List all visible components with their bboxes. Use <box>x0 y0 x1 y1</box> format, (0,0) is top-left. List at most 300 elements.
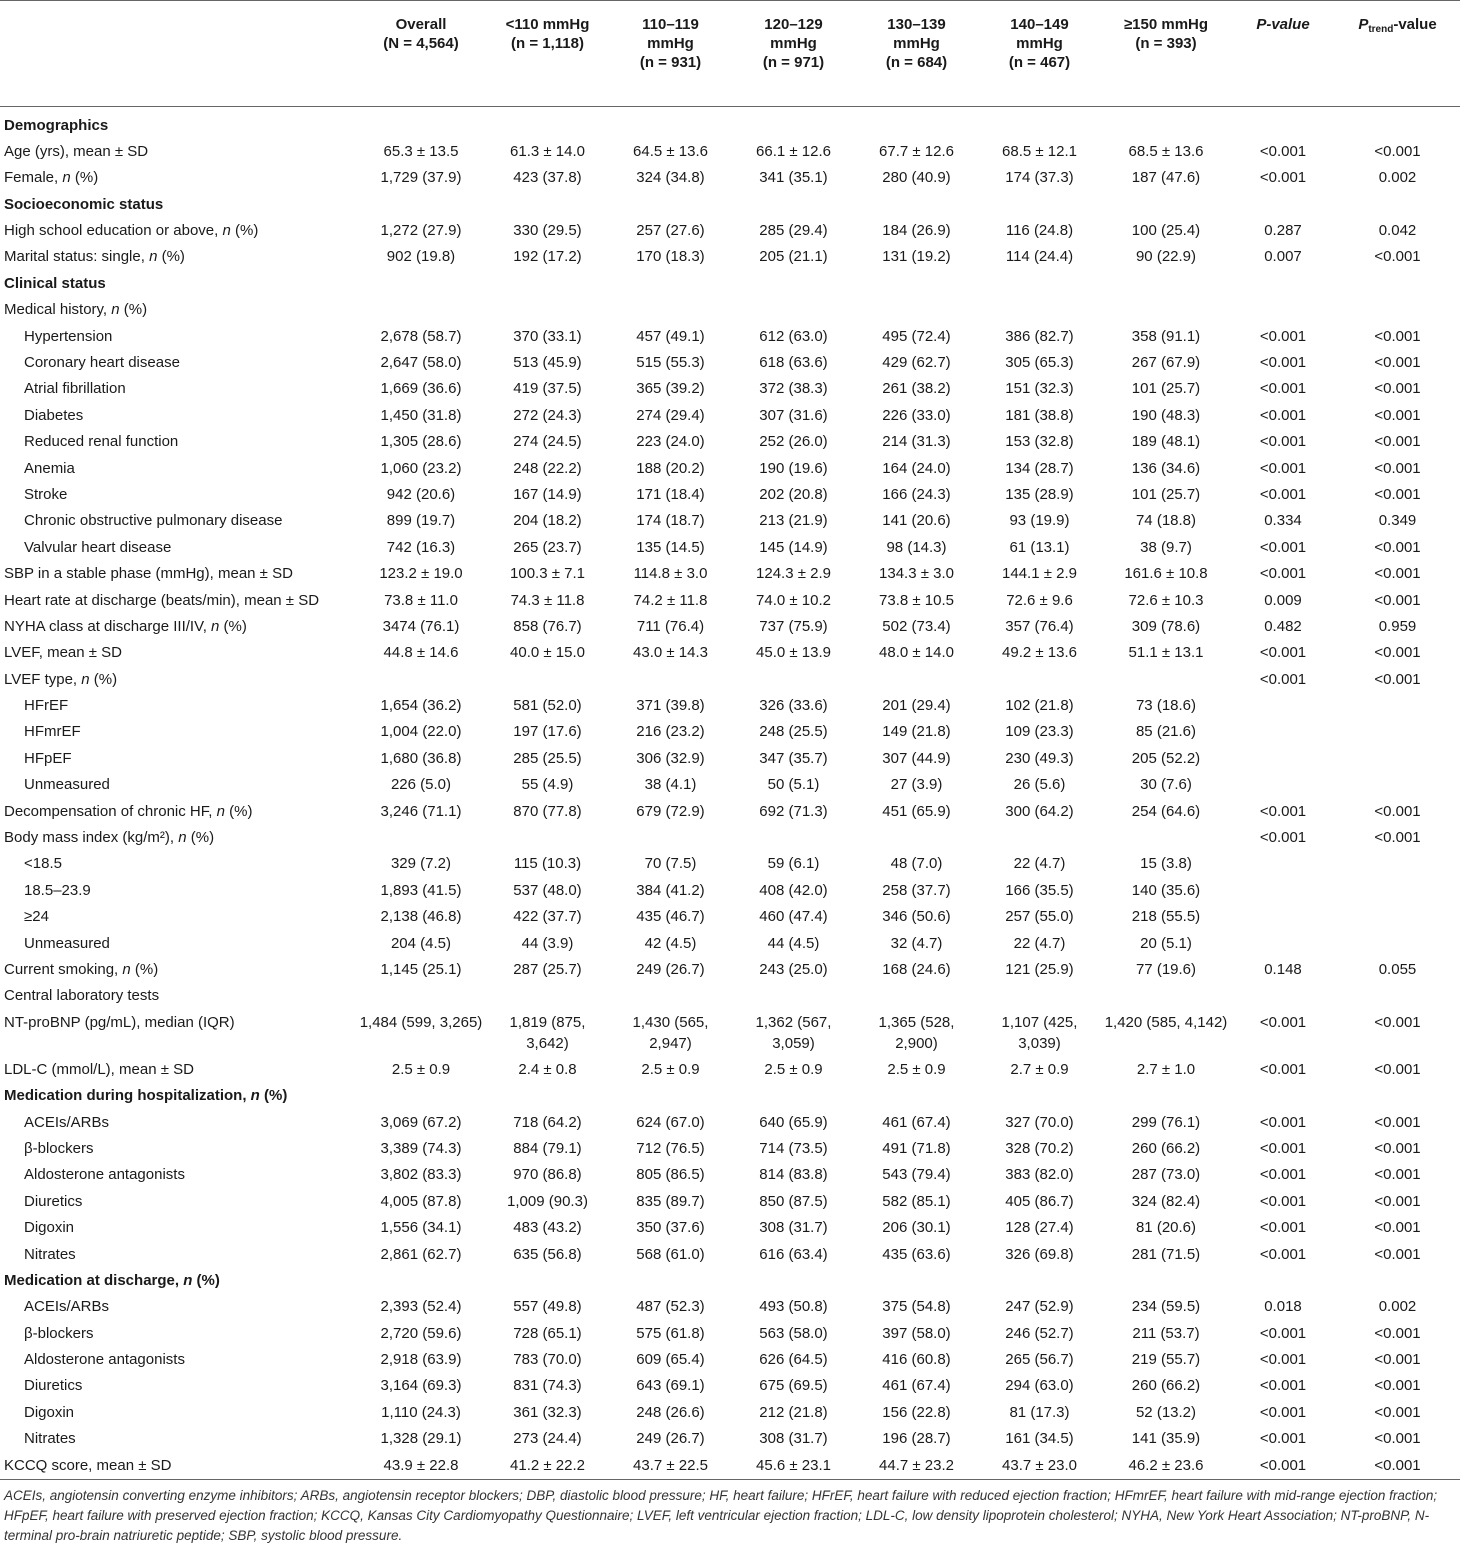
table-cell: 502 (73.4) <box>882 617 951 635</box>
table-cell: 563 (58.0) <box>759 1324 828 1342</box>
table-cell: 429 (62.7) <box>882 354 951 372</box>
row-label: Medical history, n (%) <box>4 301 148 319</box>
header-p-trend-value <box>1335 1 1460 107</box>
row-label: LVEF, mean ± SD <box>4 644 123 662</box>
table-cell: 136 (34.6) <box>1131 459 1201 477</box>
table-cell: 1,654 (36.2) <box>380 697 462 715</box>
table-cell <box>978 271 1101 297</box>
table-cell <box>978 825 1101 851</box>
row-label: Marital status: single, n (%) <box>4 248 185 266</box>
table-cell: <0.001 <box>1374 354 1421 372</box>
table-cell: 252 (26.0) <box>759 433 828 451</box>
table-cell: 3,246 (71.1) <box>380 802 462 820</box>
table-cell: 1,893 (41.5) <box>380 881 462 899</box>
table-cell: 249 (26.7) <box>636 961 705 978</box>
table-row <box>0 693 1460 719</box>
table-cell: 30 (7.6) <box>1140 776 1192 794</box>
table-cell: 1,362 (567, 3,059) <box>755 1013 832 1052</box>
table-cell <box>732 113 855 139</box>
table-cell: 341 (35.1) <box>759 169 828 187</box>
table-cell <box>978 983 1101 1009</box>
header-line: 140–149 <box>1010 16 1069 33</box>
table-cell <box>1335 983 1460 1009</box>
table-cell: 3474 (76.1) <box>382 617 460 635</box>
row-label: High school education or above, n (%) <box>4 222 259 240</box>
row-label: Unmeasured <box>24 934 110 952</box>
table-row <box>0 1400 1460 1426</box>
table-cell: <0.001 <box>1374 591 1421 609</box>
table-cell: 260 (66.2) <box>1131 1377 1201 1395</box>
table-cell: <0.001 <box>1259 1430 1307 1448</box>
table-cell <box>1101 297 1231 323</box>
table-cell: 1,420 (585, 4,142) <box>1104 1013 1228 1031</box>
table-cell: 543 (79.4) <box>882 1166 951 1184</box>
table-cell: <0.001 <box>1374 1060 1421 1078</box>
table-row <box>0 878 1460 904</box>
table-row <box>0 350 1460 376</box>
table-cell: <0.001 <box>1259 1013 1307 1031</box>
table-cell: 141 (35.9) <box>1131 1430 1201 1448</box>
table-cell: 327 (70.0) <box>1005 1113 1074 1131</box>
table-cell: 249 (26.7) <box>636 1430 705 1448</box>
header-trend-subscript: trend <box>1368 24 1394 35</box>
table-cell: 38 (9.7) <box>1140 538 1192 556</box>
table-cell: <0.001 <box>1259 1060 1307 1078</box>
table-cell <box>609 113 732 139</box>
table-cell: <0.001 <box>1259 380 1307 398</box>
table-cell: 299 (76.1) <box>1131 1113 1201 1131</box>
table-cell <box>609 825 732 851</box>
table-cell: 372 (38.3) <box>759 380 828 398</box>
table-cell: <0.001 <box>1374 538 1421 556</box>
table-row <box>0 667 1460 693</box>
table-cell: <0.001 <box>1374 1403 1421 1421</box>
table-cell <box>1101 667 1231 693</box>
table-cell: 1,680 (36.8) <box>380 749 462 767</box>
table-cell <box>1231 746 1335 772</box>
table-cell: 2,647 (58.0) <box>380 354 462 372</box>
table-cell: 44 (4.5) <box>767 934 820 952</box>
table-cell: 306 (32.9) <box>636 749 705 767</box>
row-label: KCCQ score, mean ± SD <box>0 1453 356 1479</box>
table-row <box>0 535 1460 561</box>
table-cell: 243 (25.0) <box>759 961 828 978</box>
table-cell: 181 (38.8) <box>1005 406 1074 424</box>
table-row <box>0 1373 1460 1399</box>
table-cell <box>732 271 855 297</box>
table-row <box>0 957 1460 983</box>
table-cell <box>356 297 486 323</box>
table-row <box>0 324 1460 350</box>
table-cell: 201 (29.4) <box>882 697 951 715</box>
table-cell: 422 (37.7) <box>513 908 582 926</box>
table-cell: 90 (22.9) <box>1135 248 1197 266</box>
table-cell: 1,484 (599, 3,265) <box>359 1013 483 1031</box>
table-cell: <0.001 <box>1374 829 1421 847</box>
table-cell: 114 (24.4) <box>1005 248 1074 266</box>
table-cell: <0.001 <box>1374 802 1421 820</box>
table-cell: 189 (48.1) <box>1131 433 1201 451</box>
table-cell: 52 (13.2) <box>1135 1403 1197 1421</box>
table-row <box>0 588 1460 614</box>
table-cell <box>486 297 609 323</box>
table-cell: 783 (70.0) <box>513 1351 582 1369</box>
table-cell: <0.001 <box>1374 1245 1421 1263</box>
table-cell: 675 (69.5) <box>759 1377 828 1395</box>
table-row <box>0 429 1460 455</box>
table-cell: 416 (60.8) <box>882 1351 951 1369</box>
table-cell: <0.001 <box>1259 802 1307 820</box>
table-cell: 190 (48.3) <box>1131 406 1201 424</box>
table-cell <box>855 113 978 139</box>
table-row <box>0 931 1460 957</box>
table-cell: 257 (27.6) <box>636 222 705 240</box>
table-row <box>0 640 1460 666</box>
row-label: Diuretics <box>24 1192 83 1210</box>
table-cell <box>978 192 1101 218</box>
table-cell: 537 (48.0) <box>513 881 582 899</box>
table-cell: 423 (37.8) <box>513 169 582 187</box>
row-label: <18.5 <box>24 855 62 873</box>
table-cell <box>855 297 978 323</box>
table-cell: 174 (18.7) <box>636 512 705 530</box>
table-cell: <0.001 <box>1374 1430 1421 1448</box>
row-label: Digoxin <box>24 1403 75 1421</box>
table-cell: 0.018 <box>1264 1298 1302 1316</box>
table-cell: 115 (10.3) <box>513 855 582 873</box>
section-row <box>0 1268 1460 1294</box>
table-cell: <0.001 <box>1259 644 1307 662</box>
table-cell <box>356 825 486 851</box>
row-label: ≥24 <box>24 908 49 926</box>
table-cell <box>356 113 486 139</box>
table-cell: 294 (63.0) <box>1005 1377 1074 1395</box>
table-cell <box>356 192 486 218</box>
table-cell: 174 (37.3) <box>1005 169 1074 187</box>
table-cell <box>1101 1268 1231 1294</box>
table-cell: 451 (65.9) <box>882 802 951 820</box>
table-cell: 202 (20.8) <box>759 485 828 503</box>
table-cell: 495 (72.4) <box>882 327 951 345</box>
table-cell <box>356 271 486 297</box>
table-cell: 81 (17.3) <box>1009 1403 1070 1421</box>
row-label: Digoxin <box>24 1219 75 1237</box>
header-p-letter: P <box>1358 16 1369 33</box>
table-cell: 72.6 ± 9.6 <box>1006 591 1073 609</box>
table-cell: 371 (39.8) <box>636 697 705 715</box>
table-cell: 161.6 ± 10.8 <box>1124 565 1208 583</box>
table-cell <box>1231 297 1335 323</box>
table-row <box>0 1057 1460 1083</box>
table-cell: 635 (56.8) <box>513 1245 582 1263</box>
table-row <box>0 244 1460 270</box>
table-cell: 0.009 <box>1264 591 1302 609</box>
table-row <box>0 508 1460 534</box>
table-cell: 43.7 ± 22.5 <box>609 1453 732 1479</box>
table-cell <box>609 667 732 693</box>
table-cell <box>1335 693 1460 719</box>
table-cell: 135 (28.9) <box>1005 485 1074 503</box>
row-label: Medication at discharge, n (%) <box>4 1271 220 1289</box>
table-cell <box>1231 904 1335 930</box>
table-cell: 618 (63.6) <box>759 354 828 372</box>
table-cell: 581 (52.0) <box>513 697 582 715</box>
table-row <box>0 772 1460 798</box>
table-cell: <0.001 <box>1259 670 1307 688</box>
table-cell: 38 (4.1) <box>644 776 697 794</box>
table-cell: 70 (7.5) <box>644 855 697 873</box>
table-cell: 192 (17.2) <box>513 248 582 266</box>
table-cell: 0.007 <box>1264 248 1302 266</box>
table-row <box>0 1453 1460 1479</box>
table-cell: 226 (33.0) <box>882 406 951 424</box>
table-cell: 358 (91.1) <box>1131 327 1201 345</box>
row-label: Central laboratory tests <box>4 987 160 1005</box>
table-row <box>0 297 1460 323</box>
table-cell: 168 (24.6) <box>882 961 951 978</box>
table-cell: 43.7 ± 23.0 <box>978 1453 1101 1479</box>
table-cell: 835 (89.7) <box>636 1192 705 1210</box>
header-110-119 <box>609 1 732 107</box>
table-cell: 899 (19.7) <box>386 512 456 530</box>
table-cell: 4,005 (87.8) <box>380 1192 462 1210</box>
table-cell <box>1335 297 1460 323</box>
table-cell: <0.001 <box>1259 565 1307 583</box>
table-cell: 0.334 <box>1264 512 1302 530</box>
table-cell: 2,861 (62.7) <box>380 1245 462 1263</box>
table-cell: 219 (55.7) <box>1131 1351 1201 1369</box>
table-row <box>0 482 1460 508</box>
table-cell: 166 (35.5) <box>1005 881 1074 899</box>
table-cell: <0.001 <box>1259 1403 1307 1421</box>
header-140-149 <box>978 1 1101 107</box>
header-line: <110 mmHg <box>505 16 590 33</box>
row-label: Reduced renal function <box>24 433 179 451</box>
table-cell: 0.287 <box>1264 222 1302 240</box>
table-cell <box>356 667 486 693</box>
table-cell: 370 (33.1) <box>513 327 582 345</box>
table-cell: 2,720 (59.6) <box>380 1324 462 1342</box>
table-cell: 267 (67.9) <box>1131 354 1201 372</box>
table-cell <box>1101 113 1231 139</box>
table-cell: 493 (50.8) <box>759 1298 828 1316</box>
header-130-139 <box>855 1 978 107</box>
table-cell: 324 (34.8) <box>636 169 705 187</box>
table-cell: 718 (64.2) <box>513 1113 582 1131</box>
table-row <box>0 1215 1460 1241</box>
table-cell: 405 (86.7) <box>1005 1192 1074 1210</box>
table-cell: 2.5 ± 0.9 <box>391 1060 451 1078</box>
table-cell: 309 (78.6) <box>1131 617 1201 635</box>
table-cell: 248 (26.6) <box>636 1403 705 1421</box>
table-cell <box>486 271 609 297</box>
table-cell: 287 (73.0) <box>1131 1166 1201 1184</box>
table-cell <box>1231 931 1335 957</box>
table-cell: 211 (53.7) <box>1132 1324 1200 1342</box>
table-cell: 0.002 <box>1378 1298 1417 1316</box>
table-cell: 68.5 ± 13.6 <box>1128 142 1204 160</box>
table-cell <box>1335 719 1460 745</box>
table-row <box>0 1294 1460 1320</box>
table-cell: 167 (14.9) <box>513 485 582 503</box>
table-row <box>0 1110 1460 1136</box>
table-cell: 350 (37.6) <box>636 1219 705 1237</box>
table-cell: 1,450 (31.8) <box>380 406 462 424</box>
header-p-value <box>1231 1 1335 107</box>
table-cell <box>978 297 1101 323</box>
table-cell: 814 (83.8) <box>759 1166 828 1184</box>
table-cell: <0.001 <box>1259 169 1307 187</box>
table-cell: <0.001 <box>1335 1453 1460 1479</box>
row-label: Medication during hospitalization, n (%) <box>4 1087 288 1105</box>
table-cell: <0.001 <box>1374 1166 1421 1184</box>
table-cell <box>356 983 486 1009</box>
table-cell: 513 (45.9) <box>513 354 582 372</box>
row-label: Aldosterone antagonists <box>24 1166 185 1184</box>
table-cell <box>732 1268 855 1294</box>
table-cell: <0.001 <box>1259 1166 1307 1184</box>
row-label: Heart rate at discharge (beats/min), mean ± SD <box>4 591 320 609</box>
table-cell: 612 (63.0) <box>759 327 828 345</box>
row-label: HFrEF <box>24 697 69 715</box>
row-label: 18.5–23.9 <box>24 881 91 899</box>
table-cell: 151 (32.3) <box>1005 380 1074 398</box>
table-cell <box>1231 192 1335 218</box>
table-cell: <0.001 <box>1259 1113 1307 1131</box>
table-cell: 616 (63.4) <box>759 1245 828 1263</box>
table-cell: <0.001 <box>1259 142 1307 160</box>
table-cell <box>486 1268 609 1294</box>
table-cell: 942 (20.6) <box>386 485 456 503</box>
table-cell: 287 (25.7) <box>513 961 582 978</box>
header-ge150 <box>1101 1 1231 107</box>
table-cell: 61.3 ± 14.0 <box>510 142 585 160</box>
table-cell: 44.7 ± 23.2 <box>855 1453 978 1479</box>
table-cell: 714 (73.5) <box>759 1139 828 1157</box>
table-cell: 254 (64.6) <box>1131 802 1201 820</box>
table-cell <box>1231 271 1335 297</box>
table-cell: 361 (32.3) <box>513 1403 582 1421</box>
table-cell: 457 (49.1) <box>636 327 705 345</box>
table-cell: 145 (14.9) <box>759 538 828 556</box>
table-cell: 68.5 ± 12.1 <box>1002 142 1077 160</box>
table-cell: 1,004 (22.0) <box>380 723 462 741</box>
table-cell: 0.482 <box>1264 617 1302 635</box>
table-cell: 624 (67.0) <box>636 1113 705 1131</box>
table-cell: 164 (24.0) <box>882 459 951 477</box>
table-cell: 365 (39.2) <box>636 380 705 398</box>
table-cell: <0.001 <box>1374 1219 1421 1237</box>
table-cell: 206 (30.1) <box>882 1219 951 1237</box>
row-label: NT-proBNP (pg/mL), median (IQR) <box>4 1013 235 1031</box>
table-cell: <0.001 <box>1374 380 1421 398</box>
table-row <box>0 851 1460 877</box>
header-line: mmHg <box>647 35 694 52</box>
row-label: β-blockers <box>24 1324 94 1342</box>
table-cell <box>978 113 1101 139</box>
table-cell: <0.001 <box>1374 670 1421 688</box>
table-cell: 214 (31.3) <box>882 433 951 451</box>
table-cell <box>356 1268 486 1294</box>
table-row <box>0 1242 1460 1268</box>
table-cell <box>855 667 978 693</box>
table-cell <box>1335 772 1460 798</box>
table-cell: <0.001 <box>1259 829 1307 847</box>
table-cell <box>1101 825 1231 851</box>
table-row <box>0 1347 1460 1373</box>
table-cell <box>1335 113 1460 139</box>
table-cell: 188 (20.2) <box>636 459 705 477</box>
table-cell: 124.3 ± 2.9 <box>756 565 831 583</box>
row-label: Body mass index (kg/m²), n (%) <box>4 829 215 847</box>
table-cell: 515 (55.3) <box>636 354 705 372</box>
header-line: mmHg <box>770 35 817 52</box>
header-lt110 <box>486 1 609 107</box>
row-label: Diabetes <box>24 406 84 424</box>
table-cell: <0.001 <box>1259 1245 1307 1263</box>
table-cell: 742 (16.3) <box>386 538 456 556</box>
table-cell: <0.001 <box>1259 354 1307 372</box>
table-cell: 43.9 ± 22.8 <box>356 1453 486 1479</box>
table-cell: <0.001 <box>1374 433 1421 451</box>
table-cell: 44 (3.9) <box>521 934 574 952</box>
table-cell <box>732 983 855 1009</box>
table-cell: 213 (21.9) <box>759 512 828 530</box>
table-cell: 85 (21.6) <box>1135 723 1197 741</box>
table-cell: 26 (5.6) <box>1013 776 1066 794</box>
table-cell: 61 (13.1) <box>1009 538 1070 556</box>
table-cell <box>609 192 732 218</box>
table-cell: 246 (52.7) <box>1005 1324 1074 1342</box>
table-cell <box>1231 772 1335 798</box>
table-cell: 1,060 (23.2) <box>380 459 462 477</box>
table-cell: 101 (25.7) <box>1131 380 1201 398</box>
row-label: Socioeconomic status <box>4 195 164 213</box>
table-cell: 161 (34.5) <box>1005 1430 1074 1448</box>
table-cell <box>855 1083 978 1109</box>
table-cell: 2,918 (63.9) <box>380 1351 462 1369</box>
table-cell: 435 (46.7) <box>636 908 705 926</box>
table-row <box>0 1426 1460 1452</box>
table-row <box>0 719 1460 745</box>
row-label: β-blockers <box>24 1139 94 1157</box>
row-label: Aldosterone antagonists <box>24 1351 185 1369</box>
table-cell: 307 (44.9) <box>882 749 951 767</box>
header-line: (n = 971) <box>762 54 825 71</box>
table-cell: 134 (28.7) <box>1005 459 1074 477</box>
table-cell <box>732 297 855 323</box>
table-cell: 272 (24.3) <box>513 406 582 424</box>
table-cell: 196 (28.7) <box>882 1430 951 1448</box>
table-cell: 141 (20.6) <box>882 512 951 530</box>
table-cell: 2.5 ± 0.9 <box>641 1060 700 1078</box>
row-label: Chronic obstructive pulmonary disease <box>24 512 283 530</box>
table-cell: 226 (5.0) <box>390 776 452 794</box>
row-label: LVEF type, n (%) <box>4 670 118 688</box>
table-cell: 2.7 ± 0.9 <box>1010 1060 1069 1078</box>
table-cell: 101 (25.7) <box>1131 485 1201 503</box>
table-cell: 73.8 ± 10.5 <box>879 591 954 609</box>
table-cell <box>486 192 609 218</box>
table-cell: <0.001 <box>1259 1351 1307 1369</box>
table-cell: 134.3 ± 3.0 <box>879 565 954 583</box>
table-cell: 64.5 ± 13.6 <box>633 142 708 160</box>
table-cell <box>1335 851 1460 877</box>
table-cell <box>486 983 609 1009</box>
table-cell: 711 (76.4) <box>636 617 705 635</box>
table-cell: 281 (71.5) <box>1131 1245 1201 1263</box>
table-cell: 166 (24.3) <box>882 485 951 503</box>
